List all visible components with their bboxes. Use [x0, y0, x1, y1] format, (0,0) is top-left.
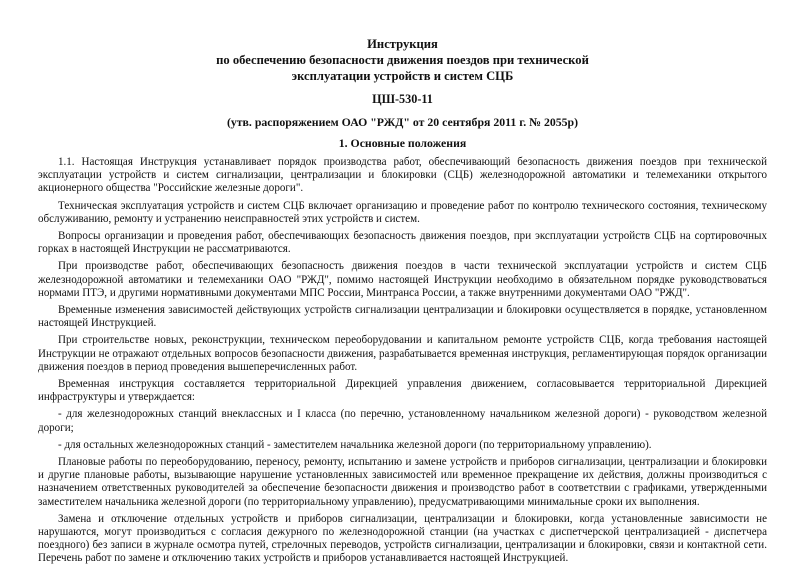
document-title-line-3: эксплуатации устройств и систем СЦБ	[291, 69, 514, 83]
paragraph-1: 1.1. Настоящая Инструкция устанавливает порядок производства работ, обеспечивающий безопасность движения поездов при технической эксплуатации устройств и систем сигнализации, централизации и блокировки (СЦБ) железнодорожной автоматики и телемеханики открытого акционерного общества "Российские железные дороги".	[38, 156, 767, 195]
document-title-line-2: по обеспечению безопасности движения поездов при технической	[216, 53, 589, 67]
paragraph-2: Техническая эксплуатация устройств и систем СЦБ включает организацию и проведение работ по контролю технического состояния, техническому обслуживанию, ремонту и устранению неисправностей этих устройств и систем.	[38, 199, 767, 225]
paragraph-4: При производстве работ, обеспечивающих безопасность движения поездов в части технической эксплуатации устройств и систем СЦБ железнодорожной автоматики и телемеханики ОАО "РЖД", помимо настоящей Инструкции необходимо в обязательном порядке руководствоваться нормами ПТЭ, и другими нормативными документами МПС России, Минтранса России, а также внутренними документами ОАО "РЖД".	[38, 260, 767, 299]
paragraph-5: Временные изменения зависимостей действующих устройств сигнализации централизации и блокировки осуществляется в порядке, установленном настоящей Инструкцией.	[38, 304, 767, 330]
list-item-1: - для железнодорожных станций внеклассных и I класса (по перечню, установленному начальником железной дороги) - руководством железной дороги;	[38, 408, 767, 434]
approval-note: (утв. распоряжением ОАО "РЖД" от 20 сентября 2011 г. № 2055р)	[226, 115, 579, 129]
paragraph-7: Временная инструкция составляется территориальной Дирекцией управления движением, согласовывается территориальной Дирекцией инфраструктуры и утверждается:	[38, 378, 767, 404]
paragraph-6: При строительстве новых, реконструкции, техническом переоборудовании и капитальном ремонте устройств СЦБ, когда требования настоящей Инструкции не отражают отдельных вопросов безопасности движения, разрабатывается временная инструкция, регламентирующая порядок организации движения поездов в период проведения вышеперечисленных работ.	[38, 334, 767, 373]
document-title-line-1: Инструкция	[367, 37, 438, 51]
document-code: ЦШ-530-11	[372, 92, 433, 106]
list-item-2: - для остальных железнодорожных станций - заместителем начальника железной дороги (по территориальному управлению).	[58, 438, 652, 451]
document-body	[38, 156, 767, 566]
paragraph-3: Вопросы организации и проведения работ, обеспечивающих безопасность движения поездов, при эксплуатации устройств СЦБ на сортировочных горках в настоящей Инструкции не рассматриваются.	[38, 230, 767, 256]
paragraph-9: Замена и отключение отдельных устройств и приборов сигнализации, централизации и блокировки, когда установленные зависимости не нарушаются, могут производиться с согласия дежурного по железнодорожной станции (на участках с диспетчерской централизацией - диспетчера поездного) без записи в журнале осмотра путей, стрелочных переводов, устройств сигнализации, централизации и блокировки, связи и контактной сети. Перечень работ по замене и отключению таких устройств и приборов устанавливается настоящей Инструкцией.	[38, 512, 767, 565]
paragraph-8: Плановые работы по переоборудованию, переносу, ремонту, испытанию и замене устройств и приборов сигнализации, централизации и блокировки и другие плановые работы, вызывающие нарушение установленных зависимостей или временное прекращение их действия, должны производиться с назначением ответственных руководителей за обеспечение безопасности движения и производство работ в соответствии с графиками, утвержденными заместителем начальника железной дороги (по территориальному управлению), предусматривающими минимальные сроки их выполнения.	[38, 456, 767, 508]
section-title: 1. Основные положения	[338, 136, 467, 150]
